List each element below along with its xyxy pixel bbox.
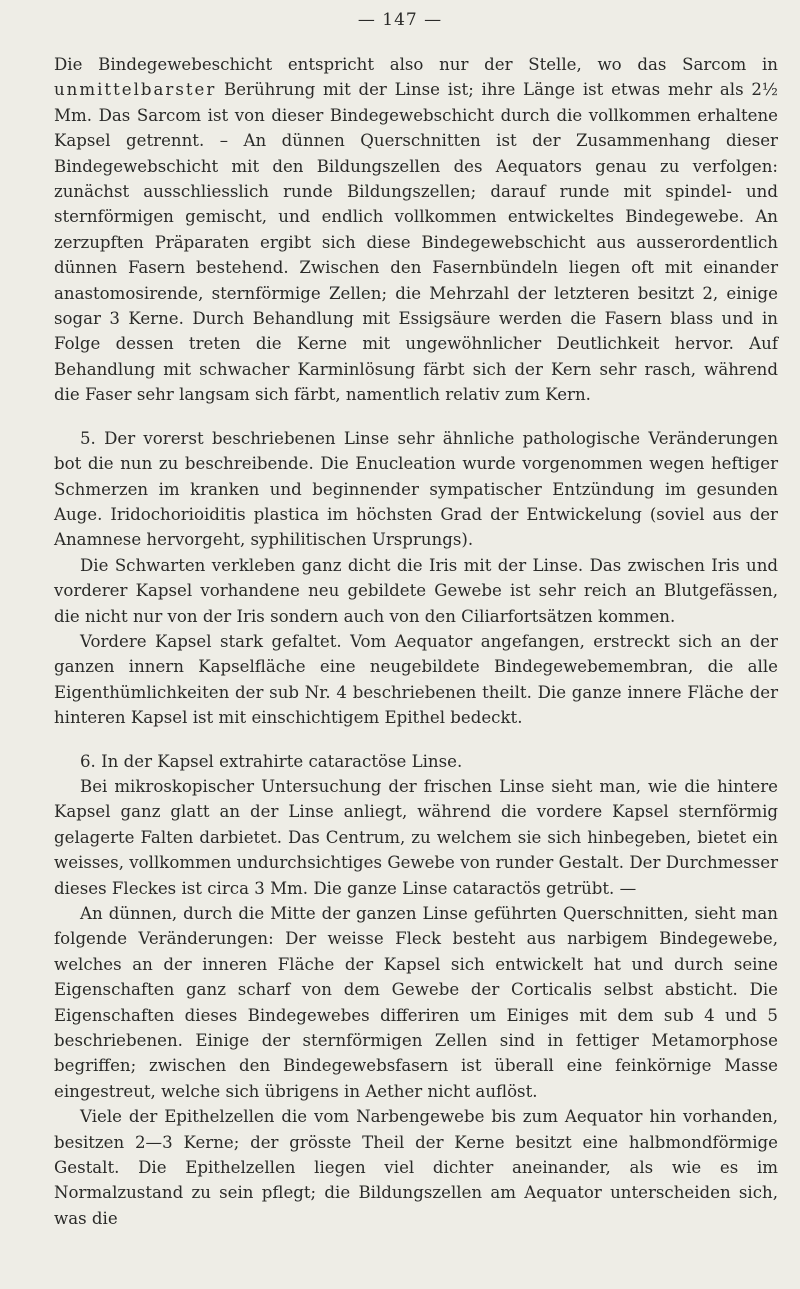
page-number: — 147 — — [357, 10, 443, 30]
paragraph-schwarten: Die Schwarten verkleben ganz dicht die Iris mit der Linse. Das zwischen Iris und vorderer Kapsel vorhandene neu gebildete Gewebe ist sehr reich an Blutgefässen, die nicht nur von der Iris sondern auch von den Ciliarfortsätzen kommen. — [54, 555, 778, 626]
paragraph-tail: Berührung mit der Linse ist; ihre Länge ist etwas mehr als 2½ Mm. Das Sarcom ist von dieser Bindegewebschicht durch die vollkommen erhaltene Kapsel getrennt. – An dünnen Querschnitten ist der Zusammenhang dieser Bindegewebschicht mit den Bildungszellen des Aequators genau zu verfolgen: zunächst ausschliesslich runde Bildungszellen; darauf runde mit spindel- und sternförmigen gemischt, und endlich vollkommen entwickeltes Bindegewebe. An zerzupften Präparaten ergibt sich diese Bindegewebschicht aus ausserordentlich dünnen Fasern bestehend. Zwischen den Fasernbündeln liegen oft mit einander anastomosirende, sternförmige Zellen; die Mehrzahl der letzteren besitzt 2, einige sogar 3 Kerne. Durch Behandlung mit Essigsäure werden die Fasern blass und in Folge dessen treten die Kerne mit ungewöhnlicher Deutlichkeit hervor. Auf Behandlung mit schwacher Karminlösung färbt sich der Kern sehr rasch, während die Faser sehr langsam sich färbt, namentlich relativ zum Kern. — [54, 80, 778, 405]
paragraph-vordere-kapsel: Vordere Kapsel stark gefaltet. Vom Aequator angefangen, erstreckt sich an der ganzen innern Kapselfläche eine neugebildete Bindegewebemembran, die alle Eigenthümlichkeiten der sub Nr. 4 beschriebenen theilt. Die ganze innere Fläche der hinteren Kapsel ist mit einschichtigem Epithel bedeckt. — [54, 631, 778, 728]
paragraph-mikroskopische-untersuchung: Bei mikroskopischer Untersuchung der frischen Linse sieht man, wie die hintere Kapsel ganz glatt an der Linse anliegt, während die vordere Kapsel sternförmig gelagerte Falten darbietet. Das Centrum, zu welchem sie sich hinbegeben, bietet ein weisses, vollkommen undurchsichtiges Gewebe von runder Gestalt. Der Durchmesser dieses Fleckes ist circa 3 Mm. Die ganze Linse cataractös getrübt. — — [54, 776, 778, 898]
paragraph-case-6: 6. In der Kapsel extrahirte cataractöse Linse. — [80, 751, 463, 771]
paragraph-epithelzellen: Viele der Epithelzellen die vom Narbengewebe bis zum Aequator hin vorhanden, besitzen 2—3 Kerne; der grösste Theil der Kerne besitzt eine halbmondförmige Gestalt. Die Epithelzellen liegen viel dichter aneinander, als wie es im Normalzustand zu sein pflegt; die Bildungszellen am Aequator unterscheiden sich, was die — [54, 1107, 778, 1228]
paragraph-case-5: 5. Der vorerst beschriebenen Linse sehr ähnliche pathologische Veränderungen bot die nun zu beschreibende. Die Enucleation wurde vorgenommen wegen heftiger Schmerzen im kranken und beginnender sympatischer Entzündung im gesunden Auge. Iridochorioiditis plastica im höchsten Grad der Entwickelung (soviel aus der Anamnese hervorgeht, syphilitischen Ursprungs). — [54, 428, 778, 550]
paragraph-lead: Die Bindegewebeschicht entspricht also nur der Stelle, wo das Sarcom in — [54, 55, 778, 74]
body-text — [54, 52, 778, 1231]
paragraph-bindegewebe-schicht — [54, 52, 778, 408]
paragraph-querschnitte: An dünnen, durch die Mitte der ganzen Linse geführten Querschnitten, sieht man folgende Veränderungen: Der weisse Fleck besteht aus narbigem Bindegewebe, welches an der inneren Fläche der Kapsel sich entwickelt hat und durch seine Eigenschaften ganz scharf von dem Gewebe der Corticalis selbst absticht. Die Eigenschaften dieses Bindegewebes differiren um Einiges mit dem sub 4 und 5 beschriebenen. Einige der sternförmigen Zellen sind in fettiger Metamorphose begriffen; zwischen den Bindegewebsfasern ist überall eine feinkörnige Masse eingestreut, welche sich übrigens in Aether nicht auflöst. — [54, 904, 778, 1101]
spaced-emphasis: unmittelbarster — [54, 80, 217, 100]
